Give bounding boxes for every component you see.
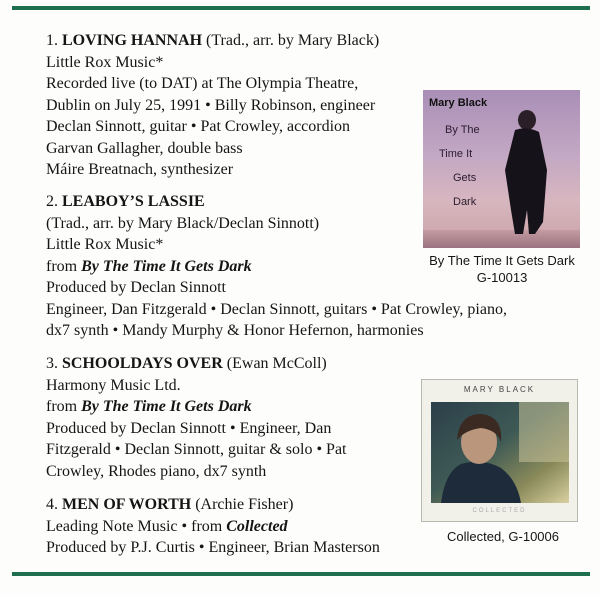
caption-album: By The Time It Gets Dark (429, 253, 575, 268)
track-detail: Little Rox Music* (46, 236, 164, 253)
track-detail: Fitzgerald • Declan Sinnott, guitar & solo • Pat (46, 441, 347, 458)
track-detail: Produced by Declan Sinnott (46, 279, 226, 296)
cover-portrait-photo (431, 402, 569, 503)
track-detail: Declan Sinnott, guitar • Pat Crowley, accordion (46, 118, 351, 135)
from-prefix: from (46, 257, 82, 275)
track-detail: Produced by P.J. Curtis • Engineer, Brian Masterson (46, 539, 380, 556)
album-cover-collected (421, 379, 578, 522)
cover-artist: Mary Black (429, 97, 488, 109)
cover-subtitle: COLLECTED (472, 508, 527, 514)
track-number: 4. (46, 496, 58, 513)
track-number: 1. (46, 32, 58, 49)
track-detail: Produced by Declan Sinnott • Engineer, Dan (46, 419, 332, 437)
track-number: 2. (46, 193, 58, 210)
from-prefix: from (46, 398, 82, 415)
cover-artist: MARY BLACK (463, 385, 536, 394)
track-detail: (Trad., arr. by Mary Black/Declan Sinnott) (46, 214, 320, 232)
cover-title-word: By The (445, 124, 480, 136)
track-detail: dx7 synth • Mandy Murphy & Honor Hefernon, harmonies (46, 322, 424, 339)
track-credit: (Archie Fisher) (195, 496, 294, 513)
track-detail: Engineer, Dan Fitzgerald • Declan Sinnott, guitars • Pat Crowley, piano, (46, 300, 507, 318)
album-title: By The Time It Gets Dark (81, 257, 252, 275)
top-divider (12, 6, 590, 10)
cover-caption-1 (411, 252, 593, 286)
track-credit: (Ewan McColl) (226, 355, 327, 372)
cover-title-word: Time It (439, 148, 473, 160)
track-detail: Máire Breatnach, synthesizer (46, 161, 234, 178)
track-detail: Garvan Gallagher, double bass (46, 139, 243, 157)
track-title: LOVING HANNAH (62, 32, 203, 49)
cover-title-word: Dark (453, 196, 477, 208)
figure-silhouette (501, 110, 549, 235)
track-detail: Little Rox Music* (46, 53, 164, 71)
track-credit: (Trad., arr. by Mary Black) (206, 32, 380, 49)
track-detail: Recorded live (to DAT) at The Olympia Theatre, (46, 75, 359, 92)
bottom-divider (12, 572, 590, 576)
from-prefix: Leading Note Music • from (46, 517, 227, 535)
track-detail: Dublin on July 25, 1991 • Billy Robinson, engineer (46, 96, 376, 114)
track-title: SCHOOLDAYS OVER (62, 355, 223, 372)
track-title: LEABOY’S LASSIE (62, 193, 205, 210)
cover-caption-2: Collected, G-10006 (446, 529, 559, 544)
track-number: 3. (46, 355, 58, 372)
album-cover-by-the-time-it-gets-dark (423, 90, 580, 248)
album-title: Collected (226, 517, 288, 535)
caption-catalog: G-10013 (476, 270, 528, 285)
album-title: By The Time It Gets Dark (81, 398, 252, 415)
track-title: MEN OF WORTH (62, 496, 192, 513)
track-detail: Harmony Music Ltd. (46, 376, 181, 394)
track-detail: Crowley, Rhodes piano, dx7 synth (46, 462, 267, 480)
cover-title-word: Gets (453, 172, 477, 184)
track-1 (46, 30, 379, 181)
track-4 (46, 494, 380, 559)
track-3 (46, 353, 347, 482)
